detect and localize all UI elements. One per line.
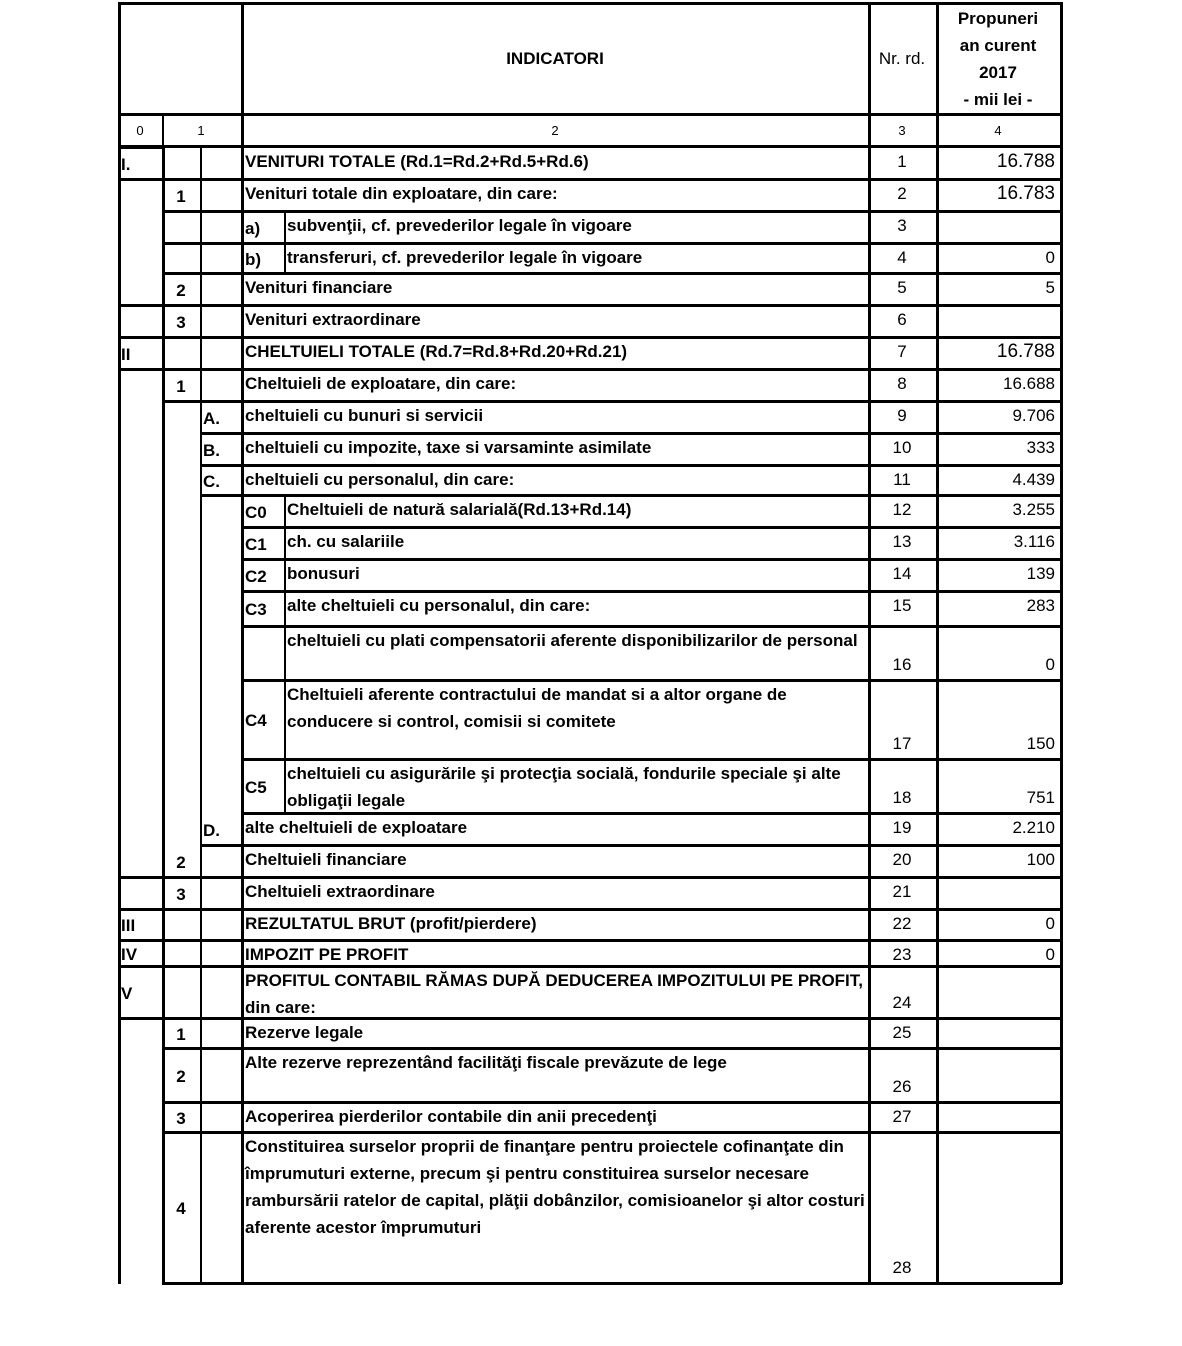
- row-label: Venituri extraordinare: [245, 310, 421, 329]
- row-value: 100: [1026, 850, 1055, 869]
- row-sub-code: b): [245, 249, 262, 269]
- row-nr: 15: [892, 596, 912, 615]
- row-nr: 24: [892, 993, 912, 1012]
- h-rule: [200, 432, 241, 435]
- v-rule: [200, 466, 202, 496]
- v-rule: [162, 814, 165, 846]
- row-number: 3: [176, 1108, 186, 1128]
- row-nr: 6: [897, 310, 907, 329]
- h-rule: [241, 1282, 1062, 1285]
- colnum-0: 0: [136, 123, 144, 138]
- v-rule: [200, 941, 202, 967]
- row-value: 0: [1045, 945, 1055, 964]
- row-number: 2: [176, 1066, 186, 1086]
- v-rule: [200, 760, 202, 814]
- row-nr: 19: [892, 818, 912, 837]
- row-label: cheltuieli cu impozite, taxe si varsaminte asimilate: [245, 438, 652, 457]
- v-rule: [162, 338, 165, 370]
- row-label: Rezerve legale: [245, 1023, 364, 1042]
- v-rule: [284, 592, 286, 627]
- v-rule: [200, 878, 202, 910]
- header-propuneri-1: Propuneri: [957, 9, 1039, 28]
- v-rule: [200, 1103, 202, 1133]
- v-rule: [241, 2, 244, 1284]
- v-rule: [162, 496, 165, 528]
- row-label: IMPOZIT PE PROFIT: [245, 945, 409, 964]
- v-rule: [162, 466, 165, 496]
- row-label: Venituri financiare: [245, 278, 393, 297]
- row-label: Cheltuieli extraordinare: [245, 882, 435, 901]
- row-nr: 14: [892, 564, 912, 583]
- row-nr: 27: [892, 1107, 912, 1126]
- row-letter: B.: [203, 440, 220, 460]
- row-label: Cheltuieli financiare: [245, 850, 407, 869]
- row-nr: 12: [892, 500, 912, 519]
- v-rule: [200, 212, 202, 244]
- v-rule: [162, 148, 165, 180]
- row-nr: 4: [897, 248, 907, 267]
- v-rule: [200, 402, 202, 434]
- v-rule: [284, 244, 286, 274]
- row-nr: 1: [897, 152, 907, 171]
- row-number: 3: [176, 312, 186, 332]
- v-rule: [162, 244, 165, 274]
- v-rule: [162, 910, 165, 941]
- row-number: 1: [176, 1024, 186, 1044]
- row-value: 3.116: [1013, 532, 1055, 551]
- row-label: Constituirea surselor proprii de finanţare pentru proiectele cofinanţate din împrumuturi externe, precum şi pentru constituirea surselor necesare rambursării ratelor de capital, plăţii dobânzilor, comisioanelor şi altor costuri aferente acestor împrumuturi: [245, 1137, 865, 1237]
- row-number: 1: [176, 186, 186, 206]
- row-number: 2: [176, 852, 186, 872]
- row-roman: III: [121, 916, 136, 935]
- row-value: 0: [1045, 914, 1055, 933]
- row-value: 751: [1026, 788, 1055, 807]
- row-number: 3: [176, 884, 186, 904]
- row-value: 150: [1026, 734, 1055, 753]
- v-rule: [200, 910, 202, 941]
- row-value: 16.688: [1003, 374, 1055, 393]
- row-nr: 8: [897, 374, 907, 393]
- row-nr: 21: [892, 882, 912, 901]
- row-label: ch. cu salariile: [287, 532, 405, 551]
- row-sub-code: C5: [245, 777, 267, 797]
- h-rule: [118, 2, 1062, 5]
- row-number: 2: [176, 280, 186, 300]
- row-value: 0: [1045, 655, 1055, 674]
- row-nr: 23: [892, 945, 912, 964]
- v-rule: [162, 760, 165, 814]
- row-value: 333: [1026, 438, 1055, 457]
- v-rule: [1060, 2, 1063, 1284]
- row-nr: 22: [892, 914, 912, 933]
- row-nr: 25: [892, 1023, 912, 1042]
- row-label: alte cheltuieli cu personalul, din care:: [287, 596, 591, 615]
- row-label: bonusuri: [287, 564, 360, 583]
- v-rule: [162, 560, 165, 592]
- row-value: 283: [1026, 596, 1055, 615]
- row-sub-code: C2: [245, 566, 267, 586]
- h-rule: [200, 844, 241, 847]
- colnum-3: 3: [898, 123, 906, 138]
- row-nr: 18: [892, 788, 912, 807]
- row-nr: 9: [897, 406, 907, 425]
- row-nr: 28: [892, 1258, 912, 1277]
- row-letter: C.: [203, 471, 220, 491]
- v-rule: [284, 528, 286, 560]
- v-rule: [200, 496, 202, 528]
- row-nr: 10: [892, 438, 912, 457]
- row-label: cheltuieli cu plati compensatorii aferente disponibilizarilor de personal: [287, 631, 858, 650]
- row-letter: D.: [203, 820, 220, 840]
- h-rule: [118, 368, 162, 371]
- v-rule: [200, 627, 202, 681]
- row-label: cheltuieli cu personalul, din care:: [245, 470, 515, 489]
- row-value: 4.439: [1012, 470, 1055, 489]
- row-nr: 2: [897, 184, 907, 203]
- v-rule: [200, 148, 202, 180]
- row-label: Cheltuieli de natură salarială(Rd.13+Rd.14): [287, 500, 632, 519]
- row-roman: V: [121, 983, 133, 1003]
- v-rule: [162, 528, 165, 560]
- v-rule: [200, 681, 202, 760]
- row-nr: 7: [897, 342, 907, 361]
- v-rule: [284, 560, 286, 592]
- h-rule: [118, 336, 162, 339]
- colnum-4: 4: [994, 123, 1002, 138]
- v-rule: [200, 1133, 202, 1284]
- row-label: transferuri, cf. prevederilor legale în vigoare: [287, 248, 643, 267]
- v-rule: [284, 627, 286, 681]
- row-nr: 16: [892, 655, 912, 674]
- row-number: 1: [176, 376, 186, 396]
- v-rule: [200, 846, 202, 878]
- row-number: 4: [176, 1199, 186, 1218]
- v-rule: [118, 2, 121, 1284]
- v-rule: [200, 1049, 202, 1103]
- v-rule: [200, 814, 202, 846]
- row-nr: 20: [892, 850, 912, 869]
- row-nr: 5: [897, 278, 907, 297]
- row-label: Cheltuieli de exploatare, din care:: [245, 374, 517, 393]
- row-value: 2.210: [1012, 818, 1055, 837]
- row-label: cheltuieli cu bunuri si servicii: [245, 406, 484, 425]
- v-rule: [162, 592, 165, 627]
- v-rule: [284, 760, 286, 814]
- v-rule: [284, 496, 286, 528]
- v-rule: [200, 244, 202, 274]
- row-value: 16.788: [996, 151, 1055, 172]
- row-label: PROFITUL CONTABIL RĂMAS DUPĂ DEDUCEREA IMPOZITULUI PE PROFIT, din care:: [245, 971, 863, 1017]
- row-sub-code: C1: [245, 534, 267, 554]
- row-label: REZULTATUL BRUT (profit/pierdere): [245, 914, 537, 933]
- v-rule: [200, 967, 202, 1019]
- row-value: 3.255: [1012, 500, 1055, 519]
- colnum-2: 2: [551, 123, 559, 138]
- h-rule: [118, 113, 1062, 116]
- header-propuneri-4: - mii lei -: [963, 90, 1033, 109]
- row-letter: A.: [203, 408, 220, 428]
- row-roman: I.: [121, 154, 131, 174]
- row-nr: 13: [892, 532, 912, 551]
- v-rule: [200, 434, 202, 466]
- row-roman: IV: [121, 945, 138, 964]
- v-rule: [200, 528, 202, 560]
- v-rule: [162, 627, 165, 681]
- row-nr: 17: [892, 734, 912, 753]
- row-label: Alte rezerve reprezentând facilităţi fiscale prevăzute de lege: [245, 1053, 727, 1072]
- v-rule: [162, 402, 165, 434]
- v-rule: [162, 212, 165, 244]
- row-value: 5: [1045, 278, 1055, 297]
- row-label: alte cheltuieli de exploatare: [245, 818, 468, 837]
- row-label: Venituri totale din exploatare, din care:: [245, 184, 558, 203]
- v-rule: [162, 434, 165, 466]
- row-value: 0: [1045, 248, 1055, 267]
- row-roman: II: [121, 344, 131, 364]
- v-rule: [284, 681, 286, 760]
- v-rule: [162, 681, 165, 760]
- row-sub-code: C4: [245, 711, 267, 730]
- h-rule: [118, 146, 162, 149]
- row-value: 9.706: [1012, 406, 1055, 425]
- v-rule: [200, 592, 202, 627]
- v-rule: [200, 306, 202, 338]
- h-rule: [118, 178, 162, 181]
- v-rule: [200, 560, 202, 592]
- v-rule: [200, 274, 202, 306]
- row-sub-code: C3: [245, 600, 267, 619]
- header-propuneri-3: 2017: [979, 63, 1017, 82]
- row-label: Cheltuieli aferente contractului de mandat si a altor organe de conducere si control, comisii si comitete: [287, 685, 787, 731]
- header-indicatori: INDICATORI: [506, 49, 604, 68]
- row-label: CHELTUIELI TOTALE (Rd.7=Rd.8+Rd.20+Rd.21): [245, 342, 628, 361]
- v-rule: [162, 941, 165, 967]
- row-label: VENITURI TOTALE (Rd.1=Rd.2+Rd.5+Rd.6): [245, 152, 589, 171]
- row-value: 16.788: [996, 341, 1055, 362]
- v-rule: [200, 370, 202, 402]
- row-nr: 11: [893, 470, 911, 489]
- row-sub-code: a): [245, 218, 261, 238]
- row-label: Acoperirea pierderilor contabile din anii precedenţi: [245, 1107, 657, 1126]
- v-rule: [200, 1019, 202, 1049]
- h-rule: [118, 876, 162, 879]
- v-rule: [200, 180, 202, 212]
- v-rule: [162, 967, 165, 1019]
- row-value: 139: [1026, 564, 1055, 583]
- row-label: subvenţii, cf. prevederilor legale în vigoare: [287, 216, 632, 235]
- v-rule: [284, 212, 286, 244]
- row-nr: 3: [897, 216, 907, 235]
- h-rule: [118, 1017, 162, 1020]
- row-sub-code: C0: [245, 502, 267, 522]
- header-nr-rd: Nr. rd.: [878, 49, 926, 68]
- h-rule: [118, 908, 162, 911]
- h-rule: [118, 304, 162, 307]
- row-nr: 26: [892, 1077, 912, 1096]
- row-value: 16.783: [996, 183, 1055, 204]
- row-label: cheltuieli cu asigurările şi protecţia socială, fondurile speciale şi alte obligaţii legale: [287, 764, 841, 810]
- header-propuneri-2: an curent: [959, 36, 1037, 55]
- v-rule: [200, 338, 202, 370]
- colnum-1: 1: [197, 123, 205, 138]
